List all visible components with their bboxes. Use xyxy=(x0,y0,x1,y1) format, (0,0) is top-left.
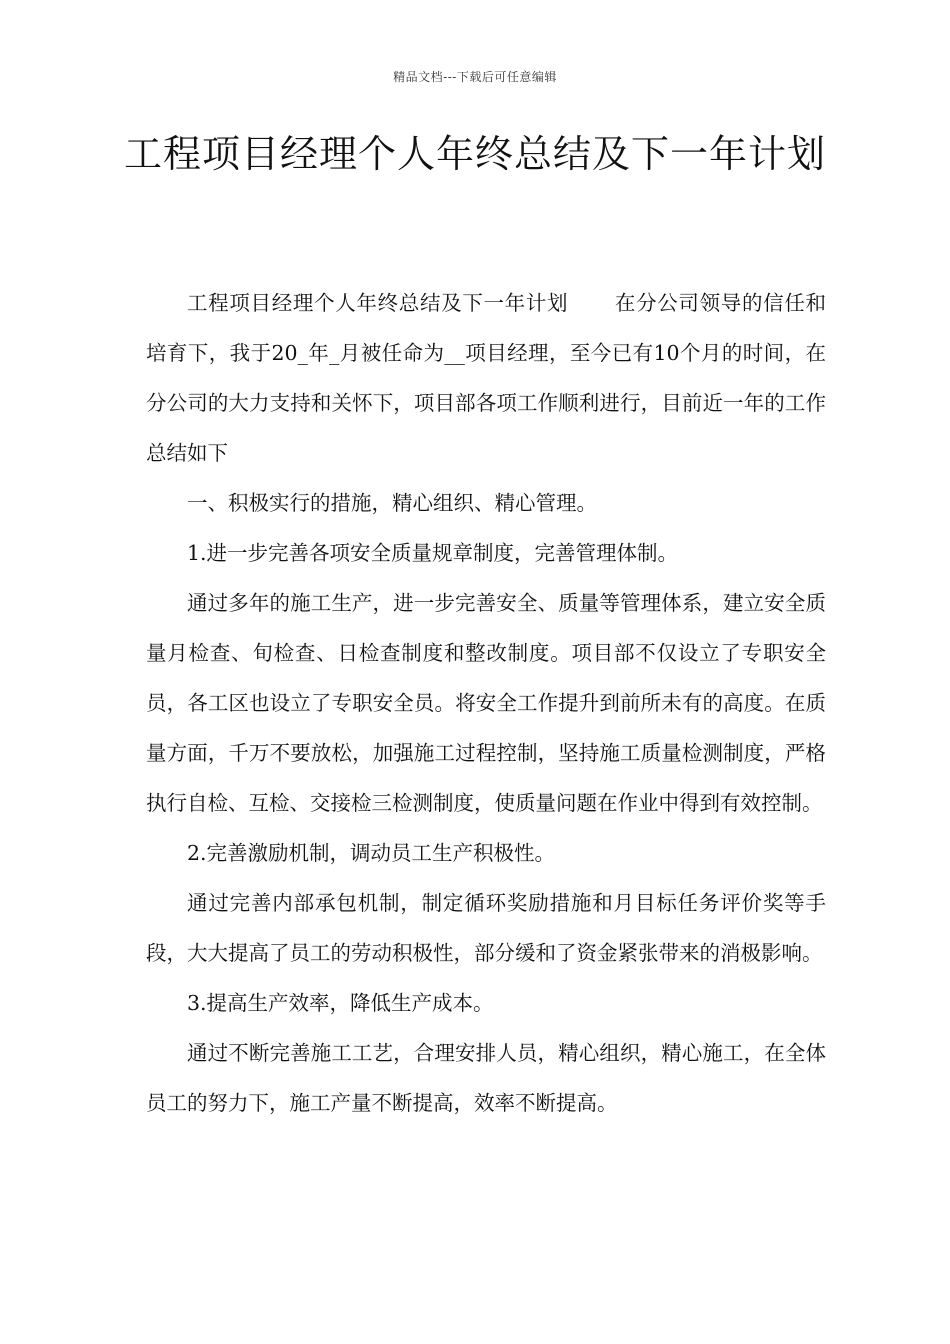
subheading-3: 3.提高生产效率，降低生产成本。 xyxy=(187,991,494,1015)
intro-text: 在分公司领导的信任和培育下，我于20_年_月被任命为__项目经理，至今已有10个月的时间，在分公司的大力支持和关怀下，项目部各项工作顺利进行，目前近一年的工作总结如下 xyxy=(146,291,827,465)
body-paragraph-1: 通过多年的施工生产，进一步完善安全、质量等管理体系，建立安全质量月检查、旬检查、日检查制度和整改制度。项目部不仅设立了专职安全员，各工区也设立了专职安全员。将安全工作提升到前所未有的高度。在质量方面，千万不要放松，加强施工过程控制，坚持施工质量检测制度，严格执行自检、互检、交接检三检测制度，使质量问题在作业中得到有效控制。 xyxy=(146,591,826,815)
body-paragraph-3: 通过不断完善施工工艺，合理安排人员，精心组织，精心施工，在全体员工的努力下，施工产量不断提高，效率不断提高。 xyxy=(146,1041,826,1115)
body-paragraph-2: 通过完善内部承包机制，制定循环奖励措施和月目标任务评价奖等手段，大大提高了员工的劳动积极性，部分缓和了资金紧张带来的消极影响。 xyxy=(146,891,826,965)
section-heading-1: 一、积极实行的措施，精心组织、精心管理。 xyxy=(187,491,597,515)
subheading-2: 2.完善激励机制，调动员工生产积极性。 xyxy=(187,841,556,865)
subheading-1: 1.进一步完善各项安全质量规章制度，完善管理体制。 xyxy=(187,541,679,565)
document-title: 工程项目经理个人年终总结及下一年计划 xyxy=(123,132,826,176)
intro-lead: 工程项目经理个人年终总结及下一年计划 xyxy=(187,291,569,315)
header-note: 精品文档---下载后可任意编辑 xyxy=(393,70,557,84)
document-body xyxy=(146,278,826,1128)
intro-paragraph xyxy=(146,278,826,478)
